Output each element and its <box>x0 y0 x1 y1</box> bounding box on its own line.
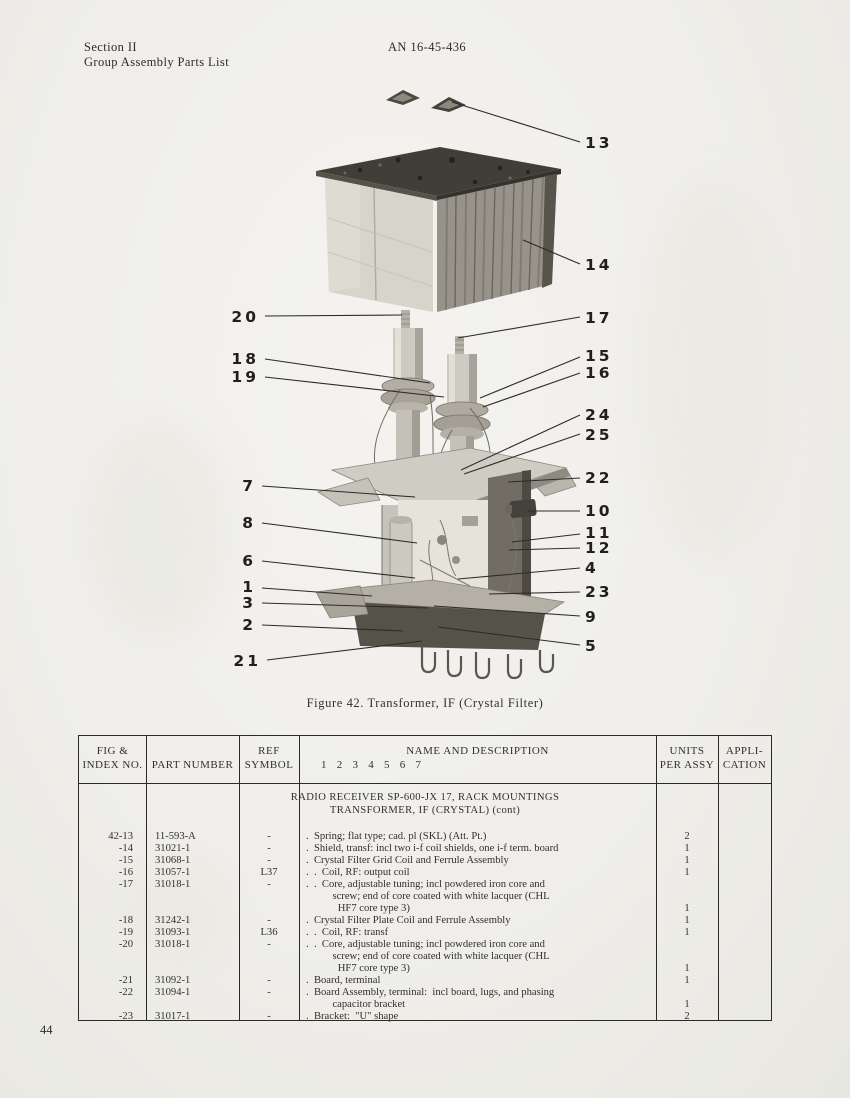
description-line: . Shield, transf: incl two i-f coil shields, one i-f term. board <box>306 843 559 854</box>
section-header <box>84 40 229 70</box>
spring-clips <box>386 90 466 112</box>
units-value: 1 <box>684 927 690 938</box>
units-value <box>656 879 718 891</box>
units-value: 1 <box>684 999 690 1010</box>
cell-ref-symbol: - <box>267 831 271 842</box>
callout-number-15: 15 <box>585 347 613 365</box>
cell-fig-index: -15 <box>118 855 133 866</box>
table-row <box>79 867 771 879</box>
cell-fig-index: -17 <box>118 879 133 890</box>
units-value: 1 <box>684 855 690 866</box>
units-value <box>656 891 718 903</box>
cell-ref-symbol: - <box>267 879 271 890</box>
cell-fig-index: -19 <box>118 927 133 938</box>
description-line: capacitor bracket <box>306 999 406 1010</box>
description-line: . . Core, adjustable tuning; incl powdered iron core and <box>306 879 545 890</box>
callout-number-6: 6 <box>242 552 256 570</box>
col-header-fig: FIG & INDEX NO. <box>82 745 143 771</box>
doc-number: AN 16-45-436 <box>388 40 467 54</box>
cell-ref-symbol: - <box>267 975 271 986</box>
callout-number-5: 5 <box>585 637 599 655</box>
callout-number-16: 16 <box>585 364 613 382</box>
cell-description <box>299 879 656 915</box>
units-value: 1 <box>684 843 690 854</box>
callout-number-4: 4 <box>585 559 599 577</box>
cell-fig-index: -20 <box>118 939 133 950</box>
callout-number-1: 1 <box>242 578 256 596</box>
callout-number-13: 13 <box>585 134 613 152</box>
cell-units <box>656 867 718 879</box>
cell-units <box>656 939 718 975</box>
cell-part-number: 31068-1 <box>155 855 191 866</box>
description-line: . . Core, adjustable tuning; incl powdered iron core and <box>306 939 545 950</box>
cell-description <box>299 987 656 1011</box>
cell-ref-symbol: - <box>267 843 271 854</box>
callout-number-25: 25 <box>585 426 613 444</box>
callout-number-22: 22 <box>585 469 613 487</box>
table-row <box>79 1011 771 1023</box>
col-header-part: PART NUMBER <box>151 759 234 771</box>
cell-description <box>299 915 656 927</box>
parts-table <box>78 735 772 1021</box>
callout-number-8: 8 <box>242 514 256 532</box>
callout-leader-line <box>265 315 402 316</box>
table-row <box>79 939 771 975</box>
page-number: 44 <box>40 1023 53 1037</box>
units-value <box>656 939 718 951</box>
col-header-units: UNITS PER ASSY <box>659 745 715 771</box>
callout-number-17: 17 <box>585 309 613 327</box>
units-value: 1 <box>684 867 690 878</box>
description-line: HF7 core type 3) <box>306 963 410 974</box>
callout-number-3: 3 <box>242 594 256 612</box>
cell-description <box>299 975 656 987</box>
assembly-section-header: RADIO RECEIVER SP-600-JX 17, RACK MOUNTINGS TRANSFORMER, IF (CRYSTAL) (cont) <box>290 792 560 816</box>
cell-part-number: 31094-1 <box>155 987 191 998</box>
col-header-ref: REF SYMBOL <box>244 745 294 771</box>
cell-part-number: 11-593-A <box>155 831 196 842</box>
cell-units <box>656 915 718 927</box>
description-line: screw; end of core coated with white lacquer (CHL <box>306 891 550 902</box>
cell-ref-symbol: L37 <box>260 867 278 878</box>
table-rows <box>79 831 771 1023</box>
table-row <box>79 855 771 867</box>
callout-leader-line <box>452 102 580 142</box>
cell-fig-index: -16 <box>118 867 133 878</box>
callout-number-12: 12 <box>585 539 613 557</box>
callout-number-10: 10 <box>585 502 613 520</box>
callout-number-7: 7 <box>242 477 256 495</box>
cell-ref-symbol: - <box>267 987 271 998</box>
table-row <box>79 915 771 927</box>
description-line: . . Coil, RF: output coil <box>306 867 410 878</box>
cell-description <box>299 939 656 975</box>
cell-fig-index: -14 <box>118 843 133 854</box>
callout-number-11: 11 <box>585 524 613 542</box>
callout-number-19: 19 <box>231 368 259 386</box>
callout-number-18: 18 <box>231 350 259 368</box>
cell-part-number: 31017-1 <box>155 1011 191 1022</box>
table-row <box>79 831 771 843</box>
cell-description <box>299 855 656 867</box>
cell-part-number: 31057-1 <box>155 867 191 878</box>
description-line: HF7 core type 3) <box>306 903 410 914</box>
callout-leader-line <box>480 357 580 398</box>
cell-units <box>656 987 718 1011</box>
cell-description <box>299 843 656 855</box>
description-line: . Crystal Filter Plate Coil and Ferrule Assembly <box>306 915 511 926</box>
units-value <box>656 987 718 999</box>
description-line: . Board Assembly, terminal: incl board, lugs, and phasing <box>306 987 555 998</box>
cell-fig-index: -23 <box>118 1011 133 1022</box>
callout-number-14: 14 <box>585 256 613 274</box>
table-row <box>79 975 771 987</box>
figure-caption: Figure 42. Transformer, IF (Crystal Filter) <box>306 696 544 710</box>
table-row <box>79 843 771 855</box>
cell-fig-index: -18 <box>118 915 133 926</box>
cell-ref-symbol: - <box>267 855 271 866</box>
callout-number-23: 23 <box>585 583 613 601</box>
units-value <box>656 951 718 963</box>
cell-units <box>656 879 718 915</box>
cell-description <box>299 867 656 879</box>
cell-part-number: 31021-1 <box>155 843 191 854</box>
cell-description <box>299 831 656 843</box>
cell-units <box>656 831 718 843</box>
table-row <box>79 879 771 915</box>
units-value: 1 <box>684 903 690 914</box>
units-value: 2 <box>684 1011 690 1022</box>
callout-number-24: 24 <box>585 406 613 424</box>
cell-units <box>656 975 718 987</box>
cell-fig-index: -21 <box>118 975 133 986</box>
table-row <box>79 927 771 939</box>
cell-fig-index: 42-13 <box>108 831 133 842</box>
cell-ref-symbol: - <box>267 915 271 926</box>
description-line: . Bracket: "U" shape <box>306 1011 399 1022</box>
section-line1: Section II <box>84 40 137 54</box>
table-row <box>79 987 771 1011</box>
callout-leader-line <box>483 373 580 407</box>
section-line2: Group Assembly Parts List <box>84 55 230 69</box>
cell-units <box>656 843 718 855</box>
col-header-indent-scale: 1 2 3 4 5 6 7 <box>321 759 422 771</box>
description-line: . . Coil, RF: transf <box>306 927 389 938</box>
cell-part-number: 31018-1 <box>155 879 191 890</box>
col-header-application: APPLI- CATION <box>722 745 767 771</box>
callout-leader-line <box>458 317 580 338</box>
cell-part-number: 31018-1 <box>155 939 191 950</box>
shield-box <box>180 147 561 312</box>
figure-illustration <box>180 78 690 693</box>
cell-units <box>656 927 718 939</box>
description-line: . Board, terminal <box>306 975 381 986</box>
cell-description <box>299 927 656 939</box>
units-value: 1 <box>684 915 690 926</box>
units-value: 1 <box>684 975 690 986</box>
cell-fig-index: -22 <box>118 987 133 998</box>
units-value: 2 <box>684 831 690 842</box>
description-line: . Crystal Filter Grid Coil and Ferrule Assembly <box>306 855 509 866</box>
cell-units <box>656 855 718 867</box>
cell-part-number: 31242-1 <box>155 915 191 926</box>
callout-number-21: 21 <box>233 652 261 670</box>
table-body <box>79 783 771 1023</box>
cell-ref-symbol: - <box>267 939 271 950</box>
callout-number-2: 2 <box>242 616 256 634</box>
cell-description <box>299 1011 656 1023</box>
cell-part-number: 31092-1 <box>155 975 191 986</box>
callout-leader-line <box>267 641 422 660</box>
description-line: . Spring; flat type; cad. pl (SKL) (Att. Pt.) <box>306 831 487 842</box>
units-value: 1 <box>684 963 690 974</box>
cell-ref-symbol: L36 <box>260 927 278 938</box>
cell-ref-symbol: - <box>267 1011 271 1022</box>
callout-number-20: 20 <box>231 308 259 326</box>
description-line: screw; end of core coated with white lacquer (CHL <box>306 951 550 962</box>
cell-part-number: 31093-1 <box>155 927 191 938</box>
col-header-name: NAME AND DESCRIPTION <box>406 745 549 757</box>
cell-units <box>656 1011 718 1023</box>
callout-number-9: 9 <box>585 608 599 626</box>
